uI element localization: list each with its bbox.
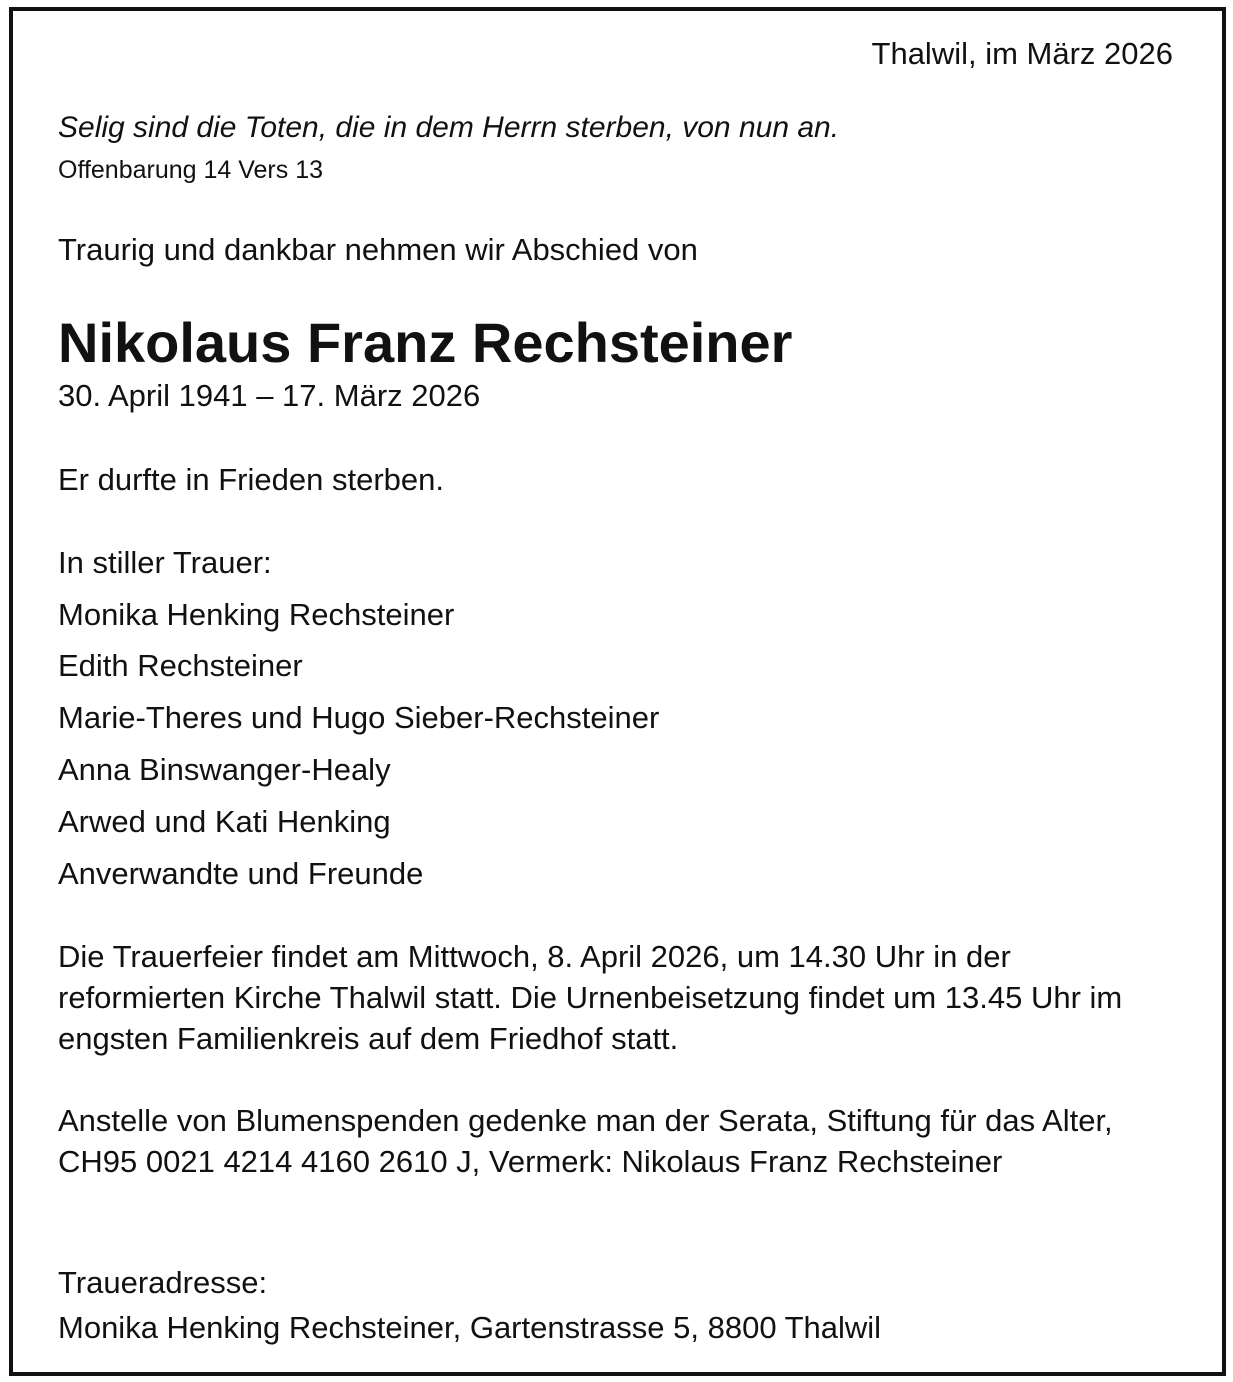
donation-info: Anstelle von Blumenspenden gedenke man der Serata, Stiftung für das Alter, CH95 0021 4214 4160 2610 J, Vermerk: Nikolaus Franz Rechsteiner	[58, 1103, 1113, 1179]
deceased-name: Nikolaus Franz Rechsteiner	[58, 311, 793, 374]
life-dates: 30. April 1941 – 17. März 2026	[58, 378, 481, 413]
place-date: Thalwil, im März 2026	[871, 36, 1173, 71]
mourner-name: Edith Rechsteiner	[58, 648, 303, 683]
mourner-name: Arwed und Kati Henking	[58, 804, 391, 839]
peace-line: Er durfte in Frieden sterben.	[58, 462, 444, 497]
verse-reference: Offenbarung 14 Vers 13	[58, 156, 324, 184]
bible-verse: Selig sind die Toten, die in dem Herrn sterben, von nun an.	[58, 111, 840, 144]
mourner-name: Marie-Theres und Hugo Sieber-Rechsteiner	[58, 700, 660, 735]
intro-line: Traurig und dankbar nehmen wir Abschied von	[58, 232, 698, 267]
funeral-info: Die Trauerfeier findet am Mittwoch, 8. April 2026, um 14.30 Uhr in der reformierten Kirche Thalwil statt. Die Urnenbeisetzung findet um 13.45 Uhr im engsten Familienkreis auf dem Friedhof statt.	[58, 939, 1123, 1056]
mourner-name: Anverwandte und Freunde	[58, 856, 424, 891]
mourners-heading: In stiller Trauer:	[58, 545, 272, 580]
mourning-address: Monika Henking Rechsteiner, Gartenstrasse 5, 8800 Thalwil	[58, 1310, 882, 1345]
mourner-name: Anna Binswanger-Healy	[58, 752, 391, 787]
address-label: Traueradresse:	[58, 1265, 268, 1300]
mourner-name: Monika Henking Rechsteiner	[58, 597, 455, 632]
